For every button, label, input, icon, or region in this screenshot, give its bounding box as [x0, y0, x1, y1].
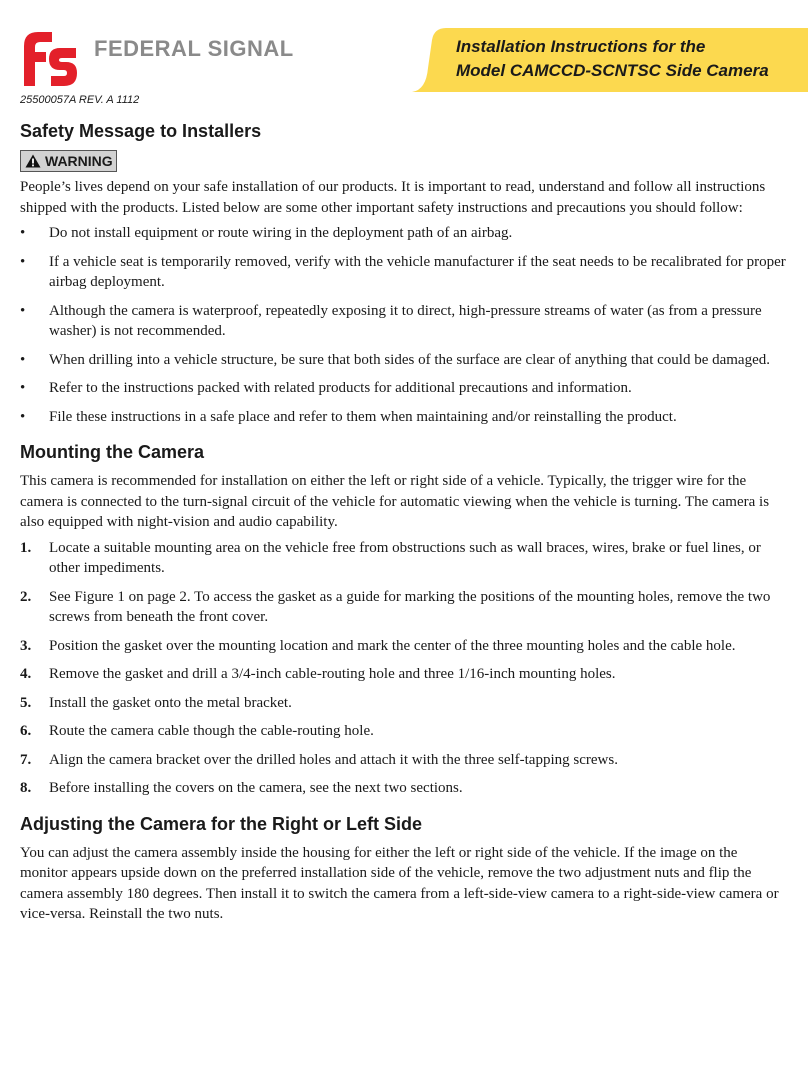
- mounting-section: [20, 439, 788, 799]
- adjusting-section: [20, 811, 788, 925]
- step-number: 7.: [20, 751, 32, 768]
- mounting-intro: This camera is recommended for installation on either the left or right side of a vehicle. Typically, the trigger wire for the camera is connected to the turn-signal circuit of the vehicle for automatic viewing when the vehicle is turning. The camera is also equipped with night-vision and audio capability.: [20, 473, 770, 530]
- safety-list: [20, 223, 788, 427]
- list-item: [20, 301, 788, 342]
- page-header: [0, 0, 808, 110]
- safety-intro: People’s lives depend on your safe installation of our products. It is important to read, understand and follow all instructions shipped with the products. Listed below are some other important safety instructions and precautions you should follow:: [20, 179, 766, 216]
- bullet-marker: •: [20, 302, 26, 319]
- page-content: [20, 118, 788, 925]
- bullet-marker: •: [20, 351, 26, 368]
- list-item: [20, 223, 788, 244]
- adjusting-body: You can adjust the camera assembly inside the housing for either the left or right side of the vehicle. If the image on the monitor appears upside down on the preferred installation side of the vehicle, remove the two adjustment nuts and flip the camera assembly 180 degrees. Then install it to switch the camera from a left-side-view camera to a right-side-view camera or vice-versa. Reinstall the two nuts.: [20, 844, 779, 922]
- list-item: [20, 378, 788, 399]
- step-item: [20, 721, 788, 742]
- document-title-line-1: Installation Instructions for the: [456, 37, 706, 56]
- list-item-text: Refer to the instructions packed with related products for additional precautions and information.: [49, 380, 632, 396]
- step-text: Locate a suitable mounting area on the vehicle free from obstructions such as wall braces, wires, brake or fuel lines, or other impediments.: [49, 539, 761, 576]
- list-item-text: When drilling into a vehicle structure, be sure that both sides of the surface are clear of anything that could be damaged.: [49, 351, 770, 368]
- bullet-marker: •: [20, 408, 26, 425]
- document-number: 25500057A REV. A 1112: [20, 94, 140, 106]
- step-text: Before installing the covers on the camera, see the next two sections.: [49, 780, 463, 796]
- step-item: [20, 750, 788, 771]
- list-item: [20, 252, 788, 293]
- bullet-marker: •: [20, 225, 26, 241]
- step-text: Align the camera bracket over the drilled holes and attach it with the three self-tapping screws.: [49, 751, 618, 768]
- list-item: [20, 350, 788, 371]
- safety-heading: Safety Message to Installers: [20, 121, 262, 141]
- bullet-marker: •: [20, 380, 26, 396]
- federal-signal-logo: [20, 28, 78, 88]
- list-item: [20, 407, 788, 428]
- step-number: 8.: [20, 780, 32, 796]
- list-item-text: Although the camera is waterproof, repeatedly exposing it to direct, high-pressure streams of water (as from a pressure washer) is not recommended.: [49, 302, 762, 339]
- bullet-marker: •: [20, 253, 26, 270]
- step-text: See Figure 1 on page 2. To access the gasket as a guide for marking the positions of the mounting holes, remove the two screws from beneath the front cover.: [49, 588, 771, 625]
- warning-triangle-icon: [25, 154, 41, 168]
- step-text: Remove the gasket and drill a 3/4-inch cable-routing hole and three 1/16-inch mounting holes.: [49, 666, 616, 682]
- step-number: 5.: [20, 694, 32, 711]
- step-number: 4.: [20, 666, 32, 682]
- step-number: 2.: [20, 588, 32, 605]
- step-text: Position the gasket over the mounting location and mark the center of the three mounting holes and the cable hole.: [49, 637, 736, 654]
- document-title-line-2: Model CAMCCD-SCNTSC Side Camera: [456, 61, 769, 80]
- step-number: 6.: [20, 723, 32, 739]
- warning-badge: [20, 150, 117, 172]
- step-item: [20, 693, 788, 714]
- mounting-steps: [20, 538, 788, 799]
- mounting-heading: Mounting the Camera: [20, 442, 205, 462]
- step-item: [20, 538, 788, 579]
- step-number: 3.: [20, 637, 32, 654]
- safety-section: [20, 118, 788, 427]
- list-item-text: File these instructions in a safe place and refer to them when maintaining and/or reinstalling the product.: [49, 408, 677, 425]
- step-number: 1.: [20, 539, 32, 556]
- step-text: Route the camera cable though the cable-routing hole.: [49, 723, 374, 739]
- list-item-text: If a vehicle seat is temporarily removed, verify with the vehicle manufacturer if the seat needs to be recalibrated for proper airbag deployment.: [49, 253, 786, 290]
- step-item: [20, 664, 788, 685]
- document-title: [456, 35, 801, 83]
- step-item: [20, 778, 788, 799]
- list-item-text: Do not install equipment or route wiring in the deployment path of an airbag.: [49, 225, 513, 241]
- adjusting-heading: Adjusting the Camera for the Right or Left Side: [20, 813, 423, 834]
- warning-label: WARNING: [45, 153, 113, 169]
- brand-name: FEDERAL SIGNAL: [94, 36, 294, 61]
- step-text: Install the gasket onto the metal bracket.: [49, 694, 292, 711]
- step-item: [20, 587, 788, 628]
- step-item: [20, 636, 788, 657]
